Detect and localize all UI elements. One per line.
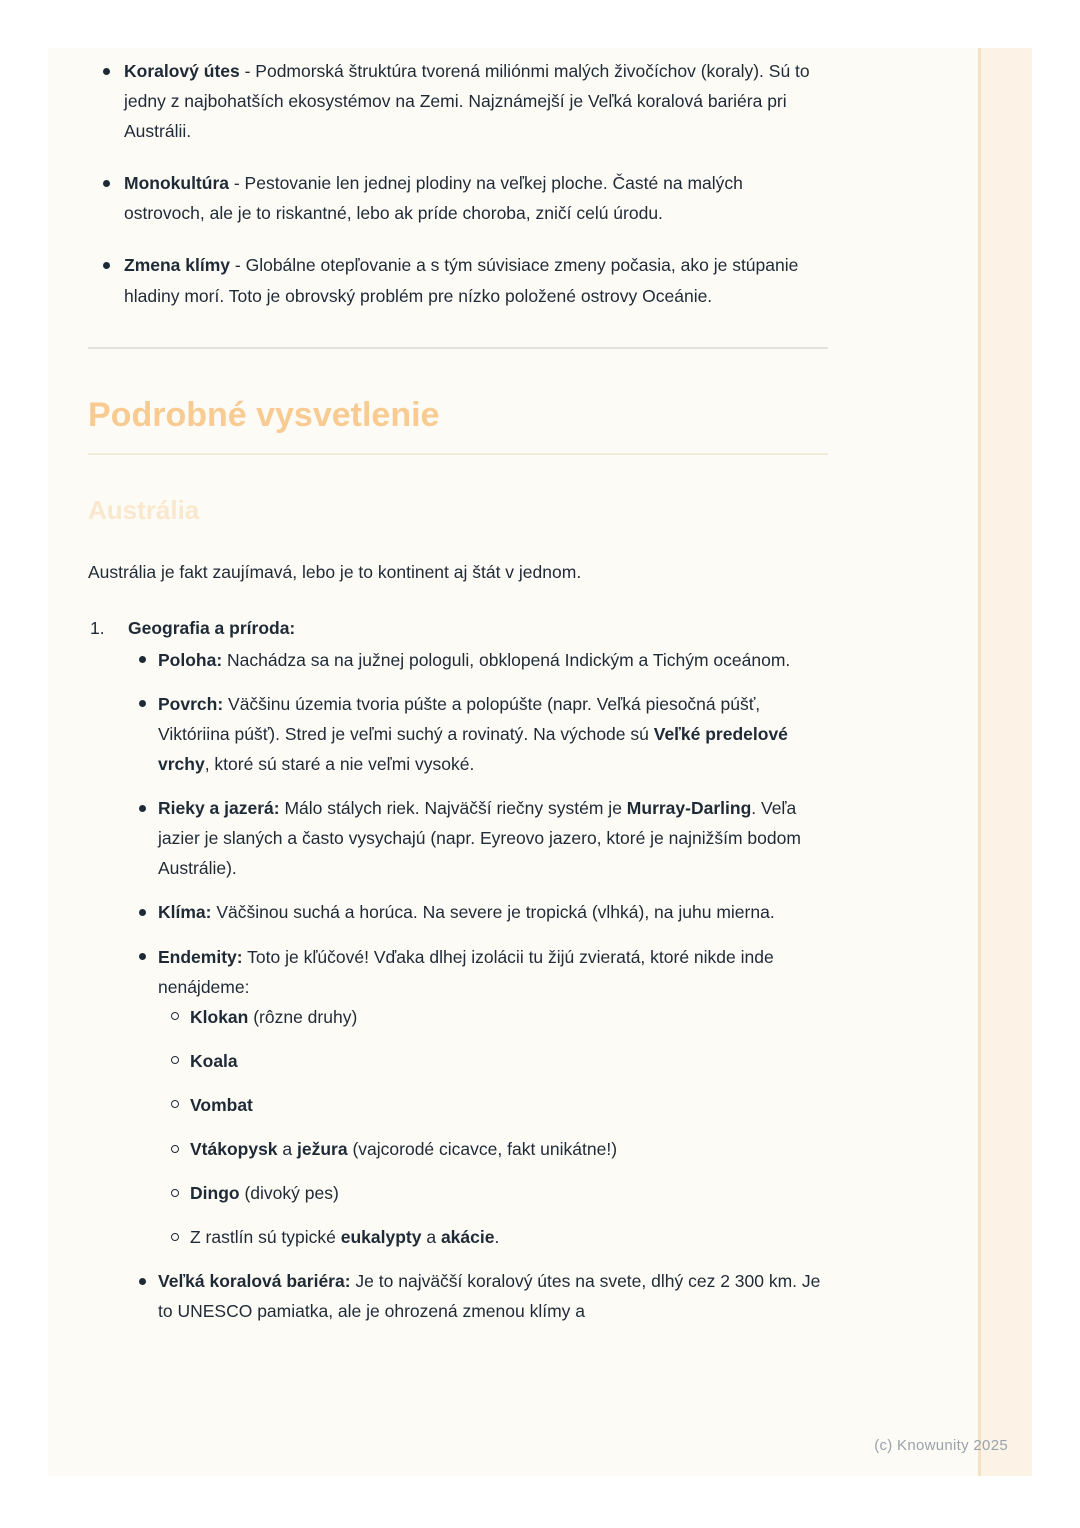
subsection-title-australia: Austrália [88, 495, 200, 526]
definitions-list [88, 56, 828, 311]
endemity-item: Dingo (divoký pes) [158, 1178, 828, 1208]
geography-item: Klíma: Väčšinou suchá a horúca. Na severe je tropická (vlhká), na juhu mierna. [128, 897, 828, 927]
geography-item: Poloha: Nachádza sa na južnej pologuli, obklopená Indickým a Tichým oceánom. [128, 645, 828, 675]
endemity-item: Vtákopysk a ježura (vajcorodé cicavce, fakt unikátne!) [158, 1134, 828, 1164]
endemity-sublist [158, 1002, 828, 1253]
item-number: 1. [90, 617, 105, 638]
numbered-list [88, 613, 828, 1327]
endemity-item: Z rastlín sú typické eukalypty a akácie. [158, 1222, 828, 1252]
geography-item: Rieky a jazerá: Málo stálych riek. Najväčší riečny systém je Murray-Darling. Veľa jazier je slaných a často vysychajú (napr. Eyreovo jazero, ktoré je najnižším bodom Austrálie). [128, 793, 828, 883]
copyright-watermark: (c) Knowunity 2025 [874, 1437, 1008, 1454]
geography-item: Povrch: Väčšinu územia tvoria púšte a polopúšte (napr. Veľká piesočná púšť, Viktóriina púšť). Stred je veľmi suchý a rovinatý. Na východe sú Veľké predelové vrchy, ktoré sú staré a nie veľmi vysoké. [128, 689, 828, 779]
definition-item: Monokultúra - Pestovanie len jednej plodiny na veľkej ploche. Časté na malých ostrovoch, ale je to riskantné, lebo ak príde choroba, zničí celú úrodu. [88, 168, 828, 228]
numbered-item-geografia [88, 613, 828, 1327]
section-divider [88, 347, 828, 349]
section-title: Podrobné vysvetlenie [88, 395, 828, 456]
endemity-item: Klokan (rôzne druhy) [158, 1002, 828, 1032]
endemity-item: Vombat [158, 1090, 828, 1120]
definition-item: Koralový útes - Podmorská štruktúra tvorená miliónmi malých živočíchov (koraly). Sú to jedny z najbohatších ekosystémov na Zemi. Najznámejší je Veľká koralová bariéra pri Austrálii. [88, 56, 828, 146]
page-edge-stripe [978, 48, 1032, 1476]
definition-item: Zmena klímy - Globálne otepľovanie a s tým súvisiace zmeny počasia, ako je stúpanie hladiny morí. Toto je obrovský problém pre nízko položené ostrovy Oceánie. [88, 250, 828, 310]
geography-item: Endemity: Toto je kľúčové! Vďaka dlhej izolácii tu žijú zvieratá, ktoré nikde inde nenájdeme: Klokan (rôzne druhy) Koala Vombat Vtákopysk a ježura (vajcorodé cicavce, fakt unikátne!) Dingo (divoký pes) Z rastlín sú typické eukalypty a akácie. [128, 942, 828, 1253]
document-page [48, 48, 1032, 1476]
geography-list [128, 645, 828, 1327]
geography-item: Veľká koralová bariéra: Je to najväčší koralový útes na svete, dlhý cez 2 300 km. Je to UNESCO pamiatka, ale je ohrozená zmenou klímy a [128, 1266, 828, 1326]
page-content [88, 56, 828, 1327]
endemity-item: Koala [158, 1046, 828, 1076]
item-title: Geografia a príroda: [128, 617, 296, 638]
intro-paragraph: Austrália je fakt zaujímavá, lebo je to kontinent aj štát v jednom. [88, 561, 582, 582]
